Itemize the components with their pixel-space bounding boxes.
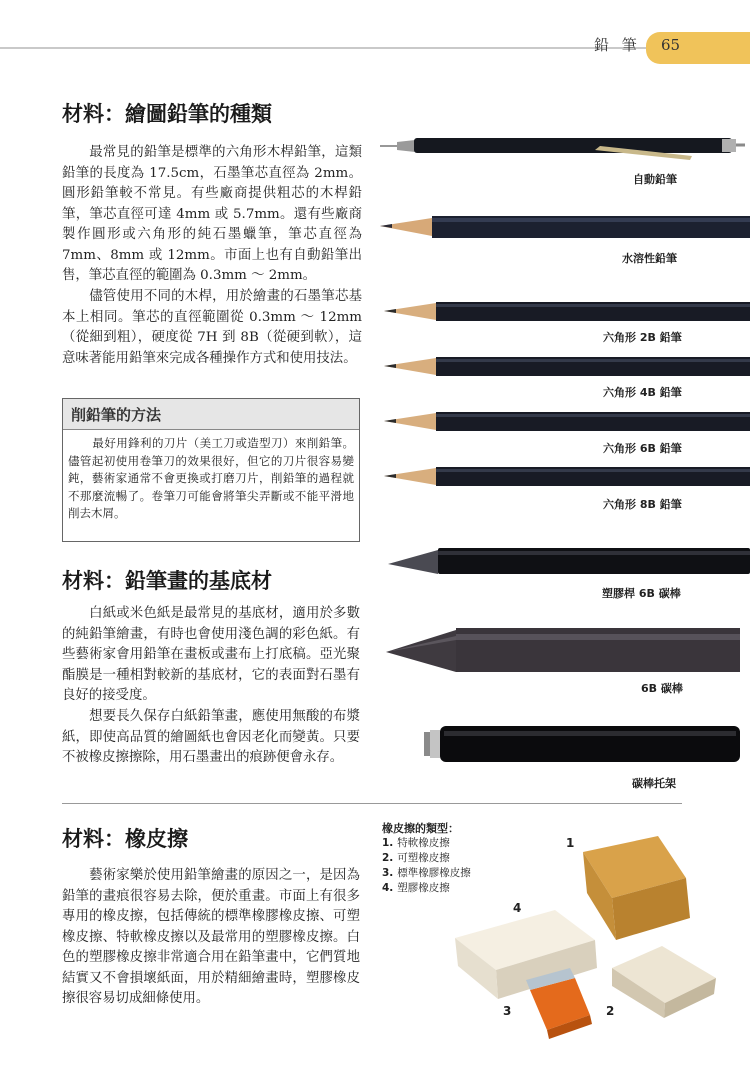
paragraph-surfaces-1: 白紙或米色紙是最常見的基底材，適用於多數的純鉛筆繪畫，有時也會使用淺色調的彩色紙。有些藝術家會用鉛筆在畫板或畫布上打底稿。亞光聚酯膜是一種相對較新的基底材，它的表面對石墨有良好的接受度。 [62,606,360,703]
eraser-types-title: 橡皮擦的類型： [382,822,459,835]
kneaded-eraser-image [612,946,716,1018]
heading-pencil-types: 材料：繪圖鉛筆的種類 [62,102,272,126]
label-plastic-6b-charcoal: 塑膠桿 6B 碳棒 [602,587,681,600]
paragraph-pencil-types-2: 儘管使用不同的木桿，用於繪畫的石墨筆芯基本上相同。筆芯的直徑範圍從 0.3mm ～ 12mm（從細到粗），硬度從 7H 到 8B（從硬到軟），這意味著能用鉛筆來完成各種操作方式和使用技法。 [62,289,362,366]
label-watercolor-pencil: 水溶性鉛筆 [622,252,677,265]
label-stick-holder: 碳棒托架 [632,777,676,790]
eraser-photo-number-4: 4 [513,901,522,915]
label-hex-6b-pencil: 六角形 6B 鉛筆 [603,442,682,455]
label-mechanical-pencil: 自動鉛筆 [633,173,677,186]
eraser-photo-number-2: 2 [606,1004,615,1018]
eraser-photo-number-1: 1 [566,836,575,850]
paragraph-pencil-types-1: 最常見的鉛筆是標準的六角形木桿鉛筆，這類鉛筆的長度為 17.5cm，石墨筆芯直徑為 2mm。圓形鉛筆較不常見。有些廠商提供粗芯的木桿鉛筆，筆芯直徑可達 4mm 或 5.7mm。還有些廠商製作圓形或六角形的純石墨蠟筆，筆芯直徑為 7mm、8mm 或 12mm。市面上也有自動鉛筆出售，筆芯直徑的範圍為 0.3mm ～ 2mm。 [62,145,362,283]
label-hex-2b-pencil: 六角形 2B 鉛筆 [603,331,682,344]
label-6b-graphite-stick: 6B 碳棒 [641,682,683,695]
heading-surfaces: 材料：鉛筆畫的基底材 [62,569,272,593]
eraser-photo-number-3: 3 [503,1004,512,1018]
chapter-title: 鉛 筆 [594,36,641,54]
eraser-type-item: 3. 標準橡膠橡皮擦 [382,867,471,879]
label-hex-8b-pencil: 六角形 8B 鉛筆 [603,498,682,511]
page-number: 65 [661,36,681,54]
paragraph-erasers: 藝術家樂於使用鉛筆繪畫的原因之一，是因為鉛筆的畫痕很容易去除，便於重畫。市面上有很多專用的橡皮擦，包括傳統的標準橡膠橡皮擦、可塑橡皮擦、特軟橡皮擦以及最常用的塑膠橡皮擦。白色的塑膠橡皮擦非常適合用在鉛筆畫中，它們質地結實又不會損壞紙面，用於精細繪畫時，塑膠橡皮擦很容易切成細條使用。 [62,868,360,1006]
sharpening-tip-title: 削鉛筆的方法 [71,406,162,424]
rubber-eraser-image [526,968,592,1039]
label-hex-4b-pencil: 六角形 4B 鉛筆 [603,386,682,399]
eraser-type-item: 1. 特軟橡皮擦 [382,837,450,849]
heading-erasers: 材料：橡皮擦 [62,827,188,851]
sharpening-tip-text: 最好用鋒利的刀片（美工刀或造型刀）來削鉛筆。儘管起初使用卷筆刀的效果很好，但它的刀片很容易變鈍，藝術家通常不會更換或打磨刀片，削鉛筆的過程就不那麼流暢了。卷筆刀可能會將筆尖弄斷或不能平滑地削去木屑。 [68,436,354,520]
paragraph-surfaces-2: 想要長久保存白紙鉛筆畫，應使用無酸的布漿紙，即使高品質的繪圖紙也會因老化而變黃。只要不被橡皮擦擦除，用石墨畫出的痕跡便會永存。 [62,709,360,765]
soft-eraser-image [583,836,690,940]
eraser-type-item: 4. 塑膠橡皮擦 [382,882,450,894]
eraser-type-item: 2. 可塑橡皮擦 [382,852,450,864]
